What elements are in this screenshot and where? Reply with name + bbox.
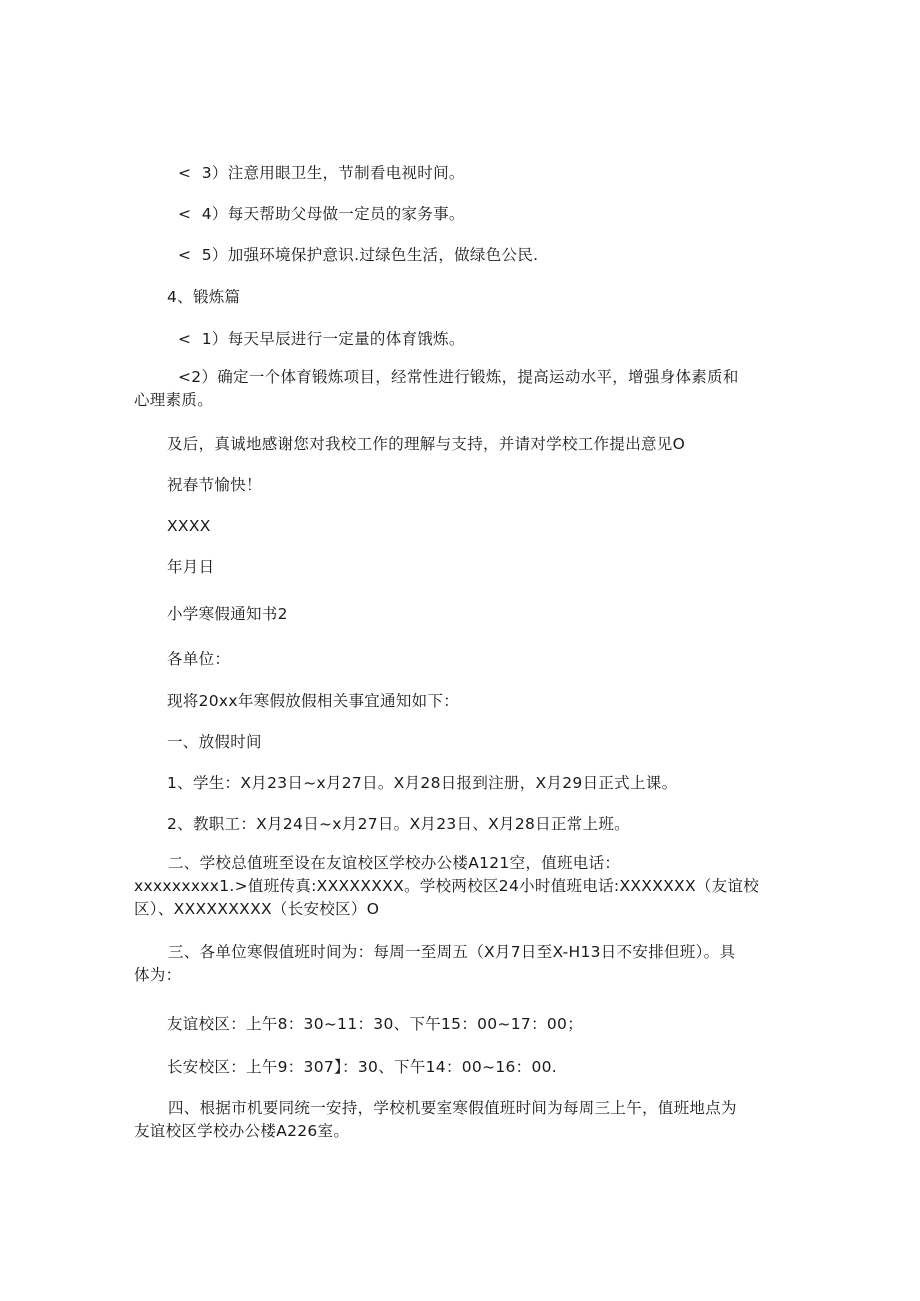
confidential-office-paragraph xyxy=(134,1097,737,1143)
list-item-5: < 5）加强环境保护意识.过绿色生活，做绿色公民. xyxy=(178,246,539,264)
signature: XXXX xyxy=(167,517,211,535)
duty-schedule-paragraph xyxy=(134,941,735,987)
changan-campus-hours: 长安校区：上午9：307】：30、下午14：00~16：00. xyxy=(167,1058,558,1076)
salutation: 各单位： xyxy=(167,650,231,668)
duty-line-1: 二、学校总值班至设在友谊校区学校办公楼A121空，值班电话： xyxy=(168,854,621,872)
students-schedule: 1、学生：X月23日~x月27日。X月28日报到注册，X月29日正式上课。 xyxy=(167,774,678,792)
list-item-4: < 4）每天帮助父母做一定员的家务事。 xyxy=(178,205,465,223)
exercise-item-2 xyxy=(134,366,739,412)
exercise-item-1: < 1）每天早辰进行一定量的体育饿炼。 xyxy=(178,330,465,348)
schedule-line-2: 体为： xyxy=(134,966,182,984)
heading-holiday-time: 一、放假时间 xyxy=(167,733,262,751)
intro: 现将20xx年寒假放假相关事宜通知如下： xyxy=(167,692,460,710)
section-heading-exercise: 4、锻炼篇 xyxy=(167,288,241,306)
closing-thanks: 及后，真诚地感谢您对我校工作的理解与支持，并请对学校工作提出意见O xyxy=(167,435,686,453)
duty-line-2: xxxxxxxxx1.>值班传真:XXXXXXXX。学校两校区24小时值班电话:XXXXXXX（友谊校 xyxy=(134,877,760,895)
staff-schedule: 2、教职工：X月24日~x月27日。X月23日、X月28日正常上班。 xyxy=(167,815,630,833)
schedule-line-1: 三、各单位寒假值班时间为：每周一至周五（X月7日至X-H13日不安排但班）。具 xyxy=(168,943,736,961)
list-item-3: < 3）注意用眼卫生，节制看电视时间。 xyxy=(178,164,465,182)
notice-title: 小学寒假通知书2 xyxy=(167,605,288,623)
exercise-item-2-line1: <2）确定一个体育锻炼项目，经常性进行锻炼，提高运动水平，增强身体素质和 xyxy=(178,368,739,386)
greeting: 祝春节愉快！ xyxy=(167,476,262,494)
exercise-item-2-line2: 心理素质。 xyxy=(134,391,214,409)
office-line-2: 友谊校区学校办公楼A226室。 xyxy=(134,1122,350,1140)
date-line: 年月日 xyxy=(167,558,215,576)
duty-office-paragraph xyxy=(134,852,759,921)
youyi-campus-hours: 友谊校区：上午8：30~11：30、下午15：00~17：00； xyxy=(167,1015,583,1033)
office-line-1: 四、根据市机要同统一安持，学校机要室寒假值班时间为每周三上午，值班地点为 xyxy=(168,1099,737,1117)
duty-line-3: 区）、XXXXXXXXX（长安校区）O xyxy=(134,900,380,918)
